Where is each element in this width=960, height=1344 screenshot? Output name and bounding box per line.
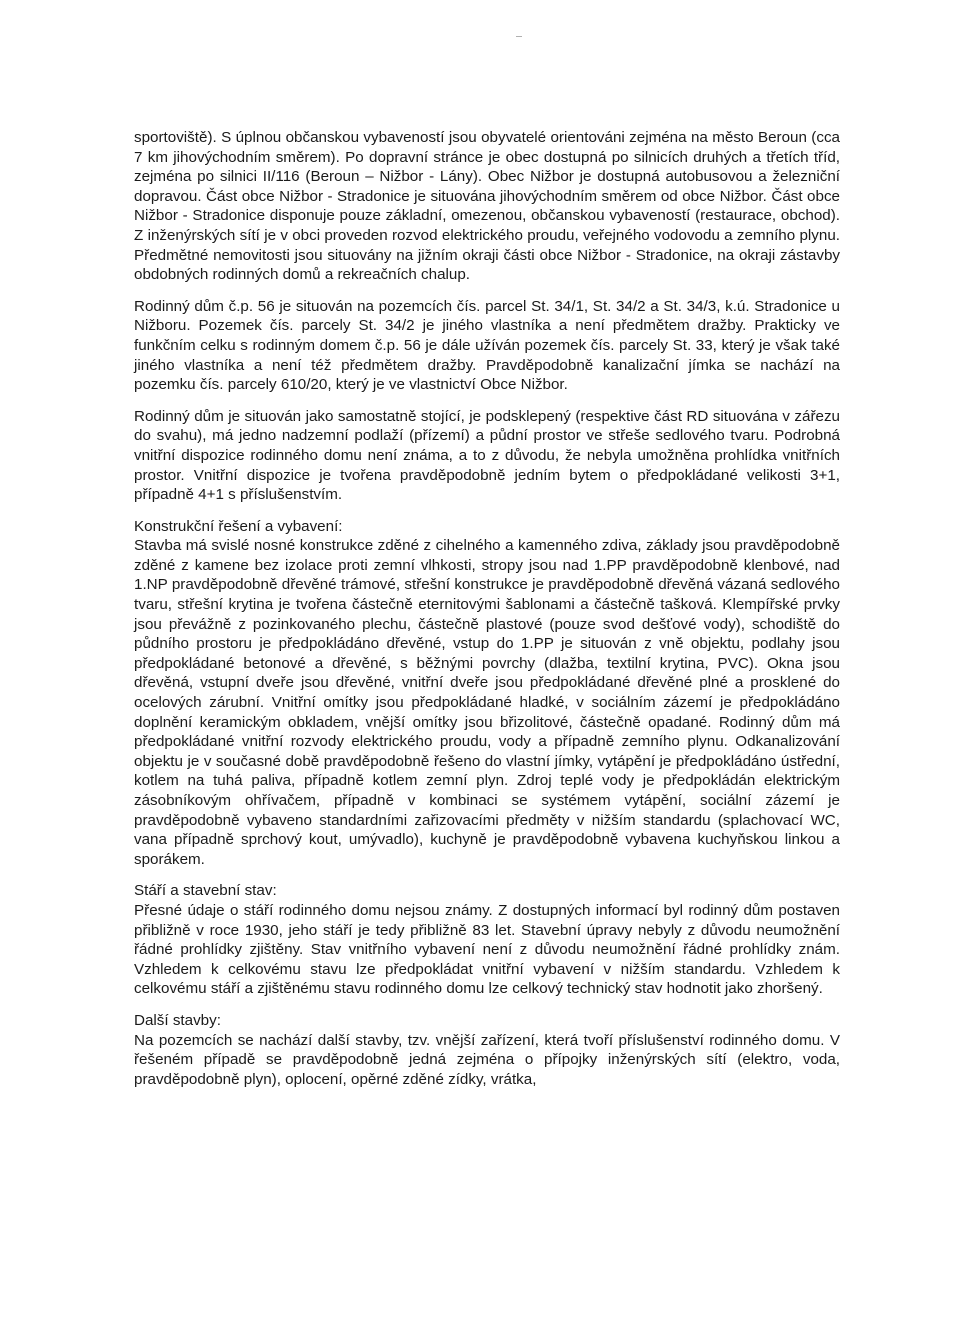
section-construction-text: Stavba má svislé nosné konstrukce zděné z cihelného a kamenného zdiva, základy jsou pravděpodobně zděné z kamene bez izolace proti zemní vlhkosti, stropy jsou nad 1.PP pravděpodobně klenbové, nad 1.NP pravděpodobně dřevěné trámové, střešní konstrukce je pravděpodobně dřevěná vázaná sedlového tvaru, střešní krytina je tvořena částečně eternitovými šablonami a částečně tašková. Klempířské prvky jsou převážně z pozinkovaného plechu, částečně plastové (pouze svod dešťové vody), schodiště do půdního prostoru je předpokládáno dřevěné, vstup do 1.PP je situován z vně objektu, podlahy jsou předpokládané betonové a dřevěné, s běžnými povrchy (dlažba, textilní krytina, PVC). Okna jsou dřevěná, vstupní dveře jsou dřevěné, vnitřní dveře jsou předpokládané dřevěné plné a prosklené do ocelových zárubní. Vnitřní omítky jsou předpokládané hladké, v sociálním zázemí je předpokládáno doplnění keramickým obkladem, vnější omítky jsou břizolitové, částečně opadané. Rodinný dům má předpokládané vnitřní rozvody elektrického proudu, vody a případně zemního plynu. Odkanalizování objektu je v současné době pravděpodobně řešeno do vlastní jímky, vytápění je předpokládáno ústřední, kotlem na tuhá paliva, případně kotlem zemní plyn. Zdroj teplé vody je předpokládán elektrickým zásobníkovým ohřívačem, případně v kombinaci se systémem vytápění, sociální zázemí je pravděpodobně vybaveno standardními zařizovacími předměty v nižším standardu (splachovací WC, vana případně sprchový kout, umývadlo), kuchyně je pravděpodobně vybavena kuchyňskou linkou a sporákem. <box>134 537 840 868</box>
section-age <box>134 881 840 999</box>
paragraph-location: sportoviště). S úplnou občanskou vybaveností jsou obyvatelé orientováni zejména na město Beroun (cca 7 km jihovýchodním směrem). Po dopravní stránce je obec dostupná po silnicích druhých a třetích tříd, zejména po silnici II/116 (Beroun – Nižbor - Lány). Obec Nižbor je dostupná autobusovou a železniční dopravou. Část obce Nižbor - Stradonice je situována jihovýchodním směrem od obce Nižbor. Část obce Nižbor - Stradonice disponuje pouze základní, omezenou, občanskou vybaveností (restaurace, obchod). Z inženýrských sítí je v obci proveden rozvod elektrického proudu, veřejného vodovodu a zemního plynu. Předmětné nemovitosti jsou situovány na jižním okraji části obce Nižbor - Stradonice, na okraji zástavby obdobných rodinných domů a rekreačních chalup. <box>134 129 840 284</box>
section-other <box>134 1011 840 1089</box>
document-page <box>134 128 840 1328</box>
section-other-heading: Další stavby: <box>134 1011 221 1029</box>
section-construction <box>134 517 840 870</box>
section-age-text: Přesné údaje o stáří rodinného domu nejsou známy. Z dostupných informací byl rodinný dům postaven přibližně v roce 1930, jeho stáří je tedy přibližně 83 let. Stavební úpravy nebyly z důvodu neumožnění řádné prohlídky zjištěny. Stav vnitřního vybavení není z důvodu neumožnění řádné prohlídky znám. Vzhledem k celkovému stavu lze předpokládat vnitřní vybavení v nižším standardu. Vzhledem k celkovému stáří a zjištěnému stavu rodinného domu lze celkový technický stav hodnotit jako zhoršený. <box>134 901 840 998</box>
paragraph-parcels: Rodinný dům č.p. 56 je situován na pozemcích čís. parcel St. 34/1, St. 34/2 a St. 34/3, k.ú. Stradonice u Nižboru. Pozemek čís. parcely St. 34/2 je jiného vlastníka a není předmětem dražby. Prakticky ve funkčním celku s rodinným domem č.p. 56 je dále užíván pozemek čís. parcely St. 33, který je však také jiného vlastníka a není též předmětem dražby. Pravděpodobně kanalizační jímka se nachází na pozemku čís. parcely 610/20, který je ve vlastnictví Obce Nižbor. <box>134 297 840 394</box>
section-age-heading: Stáří a stavební stav: <box>134 882 277 900</box>
section-construction-heading: Konstrukční řešení a vybavení: <box>134 517 343 535</box>
section-other-text: Na pozemcích se nachází další stavby, tzv. vnější zařízení, která tvoří příslušenství rodinného domu. V řešeném případě se pravděpodobně jedná zejména o přípojky inženýrských sítí (elektro, voda, pravděpodobně plyn), oplocení, opěrné zděné zídky, vrátka, <box>134 1031 840 1088</box>
scan-mark <box>516 36 522 37</box>
paragraph-house: Rodinný dům je situován jako samostatně stojící, je podsklepený (respektive část RD situována v zářezu do svahu), má jedno nadzemní podlaží (přízemí) a půdní prostor ve střeše sedlového tvaru. Podrobná vnitřní dispozice rodinného domu není známa, a to z důvodu, že nebyla umožněna prohlídka vnitřních prostor. Vnitřní dispozice je tvořena pravděpodobně jedním bytem o předpokládané velikosti 3+1, případně 4+1 s příslušenstvím. <box>134 407 840 504</box>
